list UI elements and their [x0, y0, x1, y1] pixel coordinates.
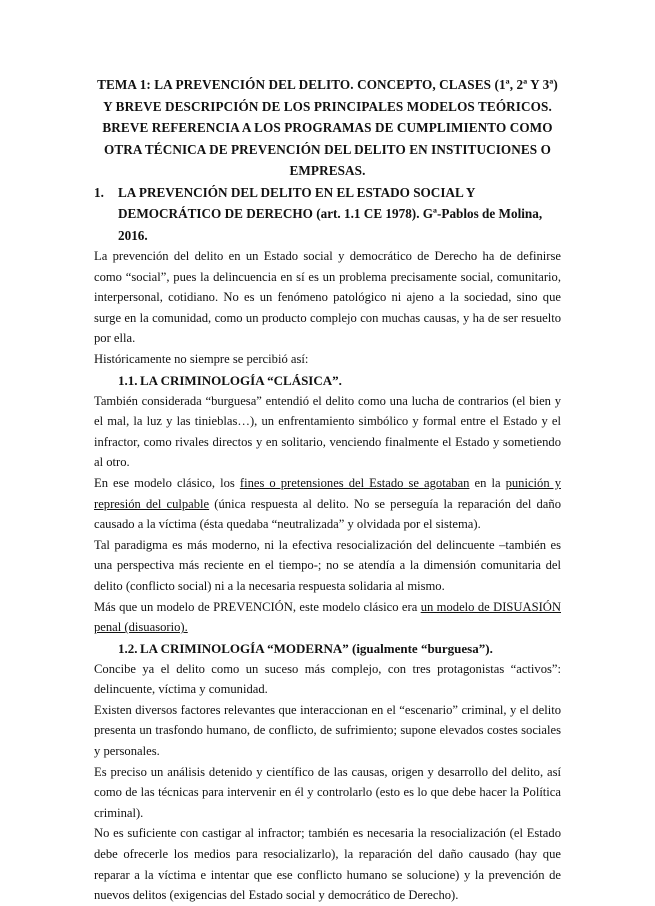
paragraph-modern-4: No es suficiente con castigar al infractor; también es necesaria la resocialización (el Estado debe ofrecerle los medios para resocializarlo), la reparación del daño causado (hay que reparar a la víctima e intentar que ese conflicto humano se solucione) y la prevención de nuevos delitos (exigencias del Estado social y democrático de Derecho). — [94, 826, 561, 903]
paragraph-intro-1: La prevención del delito en un Estado social y democrático de Derecho ha de definirse como “social”, pues la delincuencia en sí es un problema precisamente social, comunitario, interpersonal, cotidiano. No es un fenómeno patológico ni ajeno a la sociedad, sino que surge en la comunidad, como un producto complejo con muchas causas, y ha de ser resuelto por ella. — [94, 249, 561, 346]
section-heading-text: LA PREVENCIÓN DEL DELITO EN EL ESTADO SOCIAL Y DEMOCRÁTICO DE DERECHO — [118, 184, 475, 221]
section-number: 1. — [94, 184, 104, 200]
text-run: (única respuesta al delito. No se perseguía la reparación del daño causado a la víctima (ésta quedaba “neutralizada” y olvidada por el sistema). — [94, 496, 561, 532]
subsection-heading-1-1 — [94, 370, 561, 391]
subsection-heading-1-2 — [94, 638, 561, 659]
paragraph-classic-2 — [94, 473, 561, 535]
text-run: Más que un modelo de PREVENCIÓN, este modelo clásico era — [94, 599, 421, 614]
section-source: (art. 1.1 CE 1978). Gª-Pablos de Molina, 2016. — [118, 206, 543, 243]
subsection-heading-text: LA CRIMINOLOGÍA “CLÁSICA”. — [140, 372, 342, 388]
underlined-text: fines o pretensiones del Estado se agotaban — [239, 475, 470, 490]
paragraph-classic-1: También considerada “burguesa” entendió el delito como una lucha de contrarios (el bien y el mal, la luz y las tinieblas…), un enfrentamiento simbólico y formal entre el Estado y el infractor, como rivales directos y en solitario, venciendo finalmente el Estado y sometiendo al otro. — [94, 393, 561, 470]
underlined-text: punición y represión del culpable — [94, 475, 561, 511]
subsection-number: 1.1. — [118, 372, 138, 388]
paragraph-classic-3: Tal paradigma es más moderno, ni la efectiva resocialización del delincuente –también es una perspectiva más reciente en el tiempo-; no se atendía a la dimensión comunitaria del delito (conflicto social) ni a la necesaria respuesta solidaria al mismo. — [94, 537, 561, 593]
paragraph-modern-2: Existen diversos factores relevantes que interaccionan en el “escenario” criminal, y el delito presenta un trasfondo humano, de conflicto, de sufrimiento; supone elevados costes sociales y personales. — [94, 702, 561, 759]
section-heading-1 — [94, 182, 561, 247]
underlined-text: un modelo de DISUASIÓN penal (disuasorio). — [94, 599, 561, 635]
paragraph-modern-3: Es preciso un análisis detenido y científico de las causas, origen y desarrollo del delito, así como de las técnicas para intervenir en él y controlarlo (esto es lo que debe hacer la Política criminal). — [94, 764, 561, 820]
paragraph-modern-1: Concibe ya el delito como un suceso más complejo, con tres protagonistas “activos”: delincuente, víctima y comunidad. — [94, 661, 561, 697]
subsection-heading-text: LA CRIMINOLOGÍA “MODERNA” (igualmente “burguesa”). — [140, 640, 493, 656]
text-run: En ese modelo clásico, los — [94, 475, 240, 490]
text-run: en la — [469, 475, 506, 490]
document-title: TEMA 1: LA PREVENCIÓN DEL DELITO. CONCEPTO, CLASES (1ª, 2ª Y 3ª) Y BREVE DESCRIPCIÓN DE LOS PRINCIPALES MODELOS TEÓRICOS. BREVE REFERENCIA A LOS PROGRAMAS DE CUMPLIMIENTO COMO OTRA TÉCNICA DE PREVENCIÓN DEL DELITO EN INSTITUCIONES O EMPRESAS. — [97, 77, 558, 178]
paragraph-intro-2: Históricamente no siempre se percibió así: — [94, 351, 309, 366]
paragraph-classic-4 — [94, 597, 561, 638]
subsection-number: 1.2. — [118, 640, 138, 656]
